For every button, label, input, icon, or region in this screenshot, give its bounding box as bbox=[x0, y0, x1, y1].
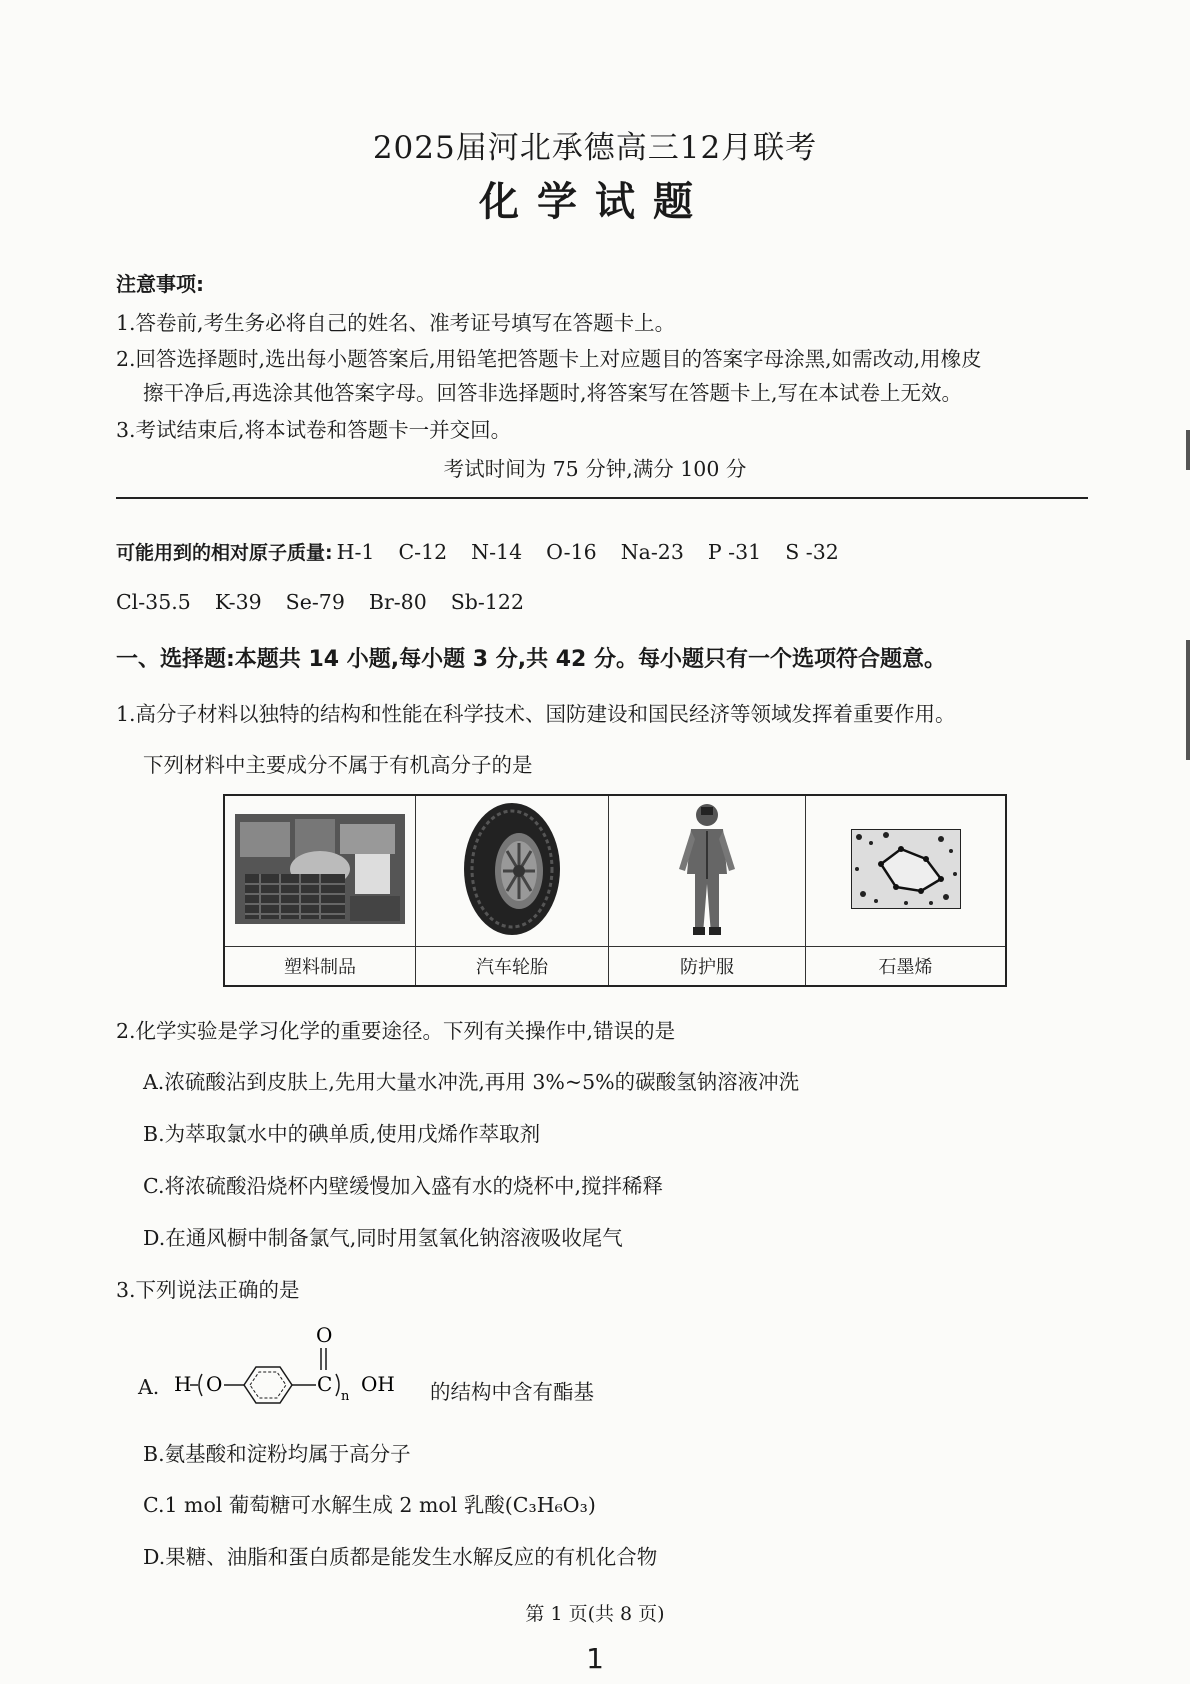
mass-c: C-12 bbox=[398, 540, 448, 564]
mass-n: N-14 bbox=[471, 540, 523, 564]
material-label-suit: 防护服 bbox=[609, 947, 806, 987]
atomic-masses-label: 可能用到的相对原子质量: bbox=[116, 542, 333, 564]
q3-option-c: C.1 mol 葡萄糖可水解生成 2 mol 乳酸(C₃H₆O₃) bbox=[143, 1493, 596, 1517]
formula-oh: OH bbox=[361, 1372, 395, 1396]
divider-line bbox=[116, 497, 1088, 499]
notice-item-2: 2.回答选择题时,选出每小题答案后,用铅笔把答题卡上对应题目的答案字母涂黑,如需改动,用橡皮 bbox=[116, 347, 982, 371]
car-tire-icon bbox=[457, 799, 567, 939]
formula-o: O bbox=[206, 1372, 223, 1396]
q3-stem: 3.下列说法正确的是 bbox=[116, 1278, 300, 1302]
q3-option-b: B.氨基酸和淀粉均属于高分子 bbox=[143, 1442, 411, 1466]
q1-stem-line-2: 下列材料中主要成分不属于有机高分子的是 bbox=[143, 753, 533, 777]
car-tire-image bbox=[416, 795, 609, 947]
notice-item-1: 1.答卷前,考生务必将自己的姓名、准考证号填写在答题卡上。 bbox=[116, 311, 676, 335]
atomic-masses-line-1 bbox=[116, 538, 863, 565]
mass-o: O-16 bbox=[546, 540, 597, 564]
page-number: 1 bbox=[586, 1642, 604, 1675]
mass-sb: Sb-122 bbox=[450, 590, 524, 614]
protective-suit-image bbox=[609, 795, 806, 947]
material-label-plastic: 塑料制品 bbox=[224, 947, 416, 987]
formula-n: n bbox=[341, 1389, 350, 1404]
atomic-masses-line-2 bbox=[116, 590, 548, 614]
q3-option-a-label: A. bbox=[138, 1375, 160, 1399]
materials-table bbox=[223, 794, 1007, 987]
notice-item-2-cont: 擦干净后,再选涂其他答案字母。回答非选择题时,将答案写在答题卡上,写在本试卷上无效。 bbox=[143, 381, 963, 405]
formula-c: C bbox=[317, 1372, 333, 1396]
q2-option-b: B.为萃取氯水中的碘单质,使用戊烯作萃取剂 bbox=[143, 1122, 541, 1146]
mass-s: S -32 bbox=[785, 540, 839, 564]
material-label-tire: 汽车轮胎 bbox=[416, 947, 609, 987]
mass-cl: Cl-35.5 bbox=[116, 590, 191, 614]
mass-h: H-1 bbox=[336, 540, 375, 564]
graphene-image bbox=[806, 795, 1007, 947]
q1-stem-line-1: 1.高分子材料以独特的结构和性能在科学技术、国防建设和国民经济等领域发挥着重要作用。 bbox=[116, 702, 956, 726]
scan-edge-mark bbox=[1186, 430, 1190, 470]
mass-k: K-39 bbox=[214, 590, 262, 614]
q2-option-c: C.将浓硫酸沿烧杯内壁缓慢加入盛有水的烧杯中,搅拌稀释 bbox=[143, 1174, 663, 1198]
mass-se: Se-79 bbox=[285, 590, 345, 614]
mass-p: P -31 bbox=[707, 540, 762, 564]
plastic-products-icon bbox=[235, 814, 405, 924]
q3-option-a-text: 的结构中含有酯基 bbox=[430, 1380, 594, 1404]
mass-na: Na-23 bbox=[620, 540, 684, 564]
polyester-structure-formula bbox=[158, 1318, 428, 1408]
q2-option-a: A.浓硫酸沾到皮肤上,先用大量水冲洗,再用 3%~5%的碳酸氢钠溶液冲洗 bbox=[143, 1070, 800, 1094]
q2-stem: 2.化学实验是学习化学的重要途径。下列有关操作中,错误的是 bbox=[116, 1019, 676, 1043]
page-footer: 第 1 页(共 8 页) bbox=[525, 1603, 665, 1625]
notice-item-3: 3.考试结束后,将本试卷和答题卡一并交回。 bbox=[116, 418, 512, 442]
subject-title: 化学试题 bbox=[479, 179, 711, 225]
exam-title: 2025届河北承德高三12月联考 bbox=[372, 130, 818, 166]
formula-h: H bbox=[174, 1372, 192, 1396]
exam-info: 考试时间为 75 分钟,满分 100 分 bbox=[443, 457, 747, 481]
material-label-graphene: 石墨烯 bbox=[806, 947, 1007, 987]
graphene-icon bbox=[851, 829, 961, 909]
plastic-products-image bbox=[224, 795, 416, 947]
section-heading: 一、选择题:本题共 14 小题,每小题 3 分,共 42 分。每小题只有一个选项符合题意。 bbox=[116, 647, 947, 672]
notice-heading: 注意事项: bbox=[116, 272, 204, 296]
mass-br: Br-80 bbox=[368, 590, 427, 614]
protective-suit-icon bbox=[667, 799, 747, 939]
formula-o-top: O bbox=[316, 1323, 333, 1347]
q3-option-d: D.果糖、油脂和蛋白质都是能发生水解反应的有机化合物 bbox=[143, 1545, 658, 1569]
scan-edge-mark bbox=[1186, 640, 1190, 760]
q2-option-d: D.在通风橱中制备氯气,同时用氢氧化钠溶液吸收尾气 bbox=[143, 1226, 623, 1250]
